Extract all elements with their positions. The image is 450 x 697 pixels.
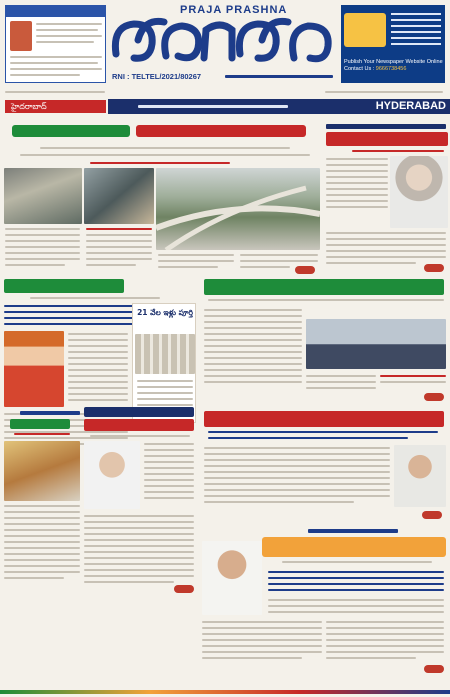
brand-english: PRAJA PRASHNA <box>180 4 288 16</box>
advert-contact-label: Contact Us : <box>344 66 375 72</box>
photo-chief-minister <box>84 441 140 509</box>
headline-lower-left <box>10 419 70 429</box>
rni-number: RNI : TELTEL/2021/80267 <box>112 72 202 81</box>
photo-devotees <box>4 441 80 501</box>
top-left-advert <box>5 5 106 83</box>
story-top-right <box>322 118 450 275</box>
headline-lower-center <box>84 407 194 417</box>
headline-middle-right <box>204 279 444 295</box>
story-lower-left <box>0 405 198 697</box>
date-and-price-line <box>325 86 445 98</box>
headline-middle-left <box>4 279 124 293</box>
advert-phone: 9666738456 <box>375 66 407 72</box>
photo-minister <box>394 445 446 507</box>
story-lower-right <box>198 405 450 525</box>
housing-box-headline: 21 వేల ఇళ్లు పూర్తి <box>137 308 193 317</box>
story-middle-right <box>198 275 450 405</box>
photo-woman-leader <box>4 331 64 407</box>
photo-outer-ring-road <box>156 168 320 250</box>
masthead-logo <box>108 12 338 70</box>
headline-lower-center-red <box>84 419 194 431</box>
photo-meeting <box>306 319 446 369</box>
photo-accident-site <box>4 168 82 224</box>
photo-bottom-leader <box>202 541 262 615</box>
telugu-tagline <box>225 70 335 82</box>
edition-bar <box>108 99 450 114</box>
story-top-left <box>0 118 322 275</box>
headline-bottom <box>262 537 446 557</box>
advert-heading: Publish Your Newspaper Website Online <box>344 59 443 65</box>
issue-date-line <box>5 86 106 98</box>
tv-icon <box>344 13 386 47</box>
photo-leader <box>390 156 448 228</box>
website-advert <box>341 5 445 83</box>
headline-top-left <box>12 122 312 140</box>
footer-rule <box>0 690 450 694</box>
photo-highway-crash <box>84 168 154 224</box>
headline-lower-right <box>204 411 444 427</box>
city-label: హైదరాబాద్ <box>5 100 106 113</box>
masthead <box>0 0 450 118</box>
headline-top-right <box>326 132 448 146</box>
photo-apartments <box>135 334 195 374</box>
story-bottom <box>198 525 450 697</box>
edition-city: HYDERABAD <box>375 100 446 112</box>
